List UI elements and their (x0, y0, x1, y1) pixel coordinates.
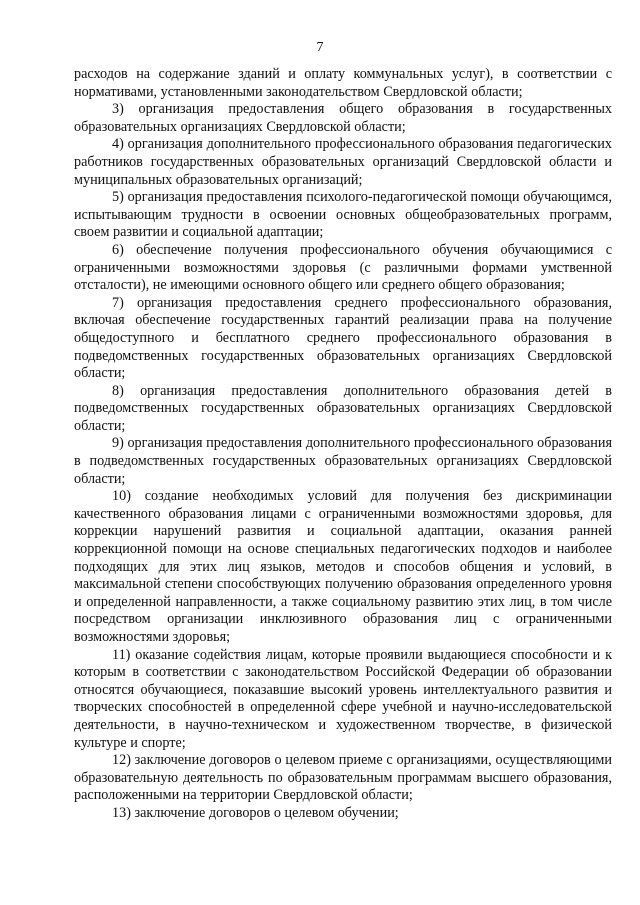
page-number: 7 (316, 40, 324, 55)
paragraph-item-13: 13) заключение договоров о целевом обучении; (112, 804, 399, 821)
paragraph-item-12: 12) заключение договоров о целевом приеме с организациями, осуществляющими образовательную деятельность по образовательным программам высшего образования, расположенными на территории Свердловской области; (74, 752, 612, 804)
paragraph-item-7: 7) организация предоставления среднего профессионального образования, включая обеспечение государственных гарантий реализации права на получение общедоступного и бесплатного среднего профессионального образования в подведомственных государственных образовательных организациях Свердловской области; (74, 294, 612, 382)
paragraph-item-9: 9) организация предоставления дополнительного профессионального образования в подведомственных государственных образовательных организациях Свердловской области; (74, 435, 612, 487)
paragraph-item-8: 8) организация предоставления дополнительного образования детей в подведомственных государственных образовательных организациях Свердловской области; (74, 382, 612, 434)
paragraph-item-5: 5) организация предоставления психолого-педагогической помощи обучающимся, испытывающим трудности в освоении основных общеобразовательных программ, своем развитии и социальной адаптации; (74, 189, 612, 241)
paragraph-item-3: 3) организация предоставления общего образования в государственных образовательных организациях Свердловской области; (74, 101, 612, 135)
paragraph-continuation: расходов на содержание зданий и оплату коммунальных услуг), в соответствии с нормативами, установленными законодательством Свердловской области; (74, 66, 612, 100)
paragraph-item-10: 10) создание необходимых условий для получения без дискриминации качественного образования лицами с ограниченными возможностями здоровья, для коррекции нарушений развития и социальной адаптации, оказания ранней коррекционной помощи на основе специальных педагогических подходов и наиболее подходящих для этих лиц языков, методов и способов общения и условий, в максимальной степени способствующих получению образования определенного уровня и определенной направленности, а также социальному развитию этих лиц, в том числе посредством организации инклюзивного образования лиц с ограниченными возможностями здоровья; (74, 488, 612, 645)
paragraph-item-11: 11) оказание содействия лицам, которые проявили выдающиеся способности и к которым в соответствии с законодательством Российской Федерации об образовании относятся обучающиеся, показавшие высокий уровень интеллектуального развития и творческих способностей в определенной сфере учебной и научно-исследовательской деятельности, в научно-техническом и художественном творчестве, в физической культуре и спорте; (74, 646, 612, 751)
paragraph-item-4: 4) организация дополнительного профессионального образования педагогических работников государственных образовательных организаций Свердловской области и муниципальных образовательных организаций; (74, 136, 612, 188)
paragraph-item-6: 6) обеспечение получения профессионального обучения обучающимися с ограниченными возможностями здоровья (с различными формами умственной отсталости), не имеющими основного общего или среднего общего образования; (74, 241, 612, 294)
document-body (74, 66, 612, 823)
